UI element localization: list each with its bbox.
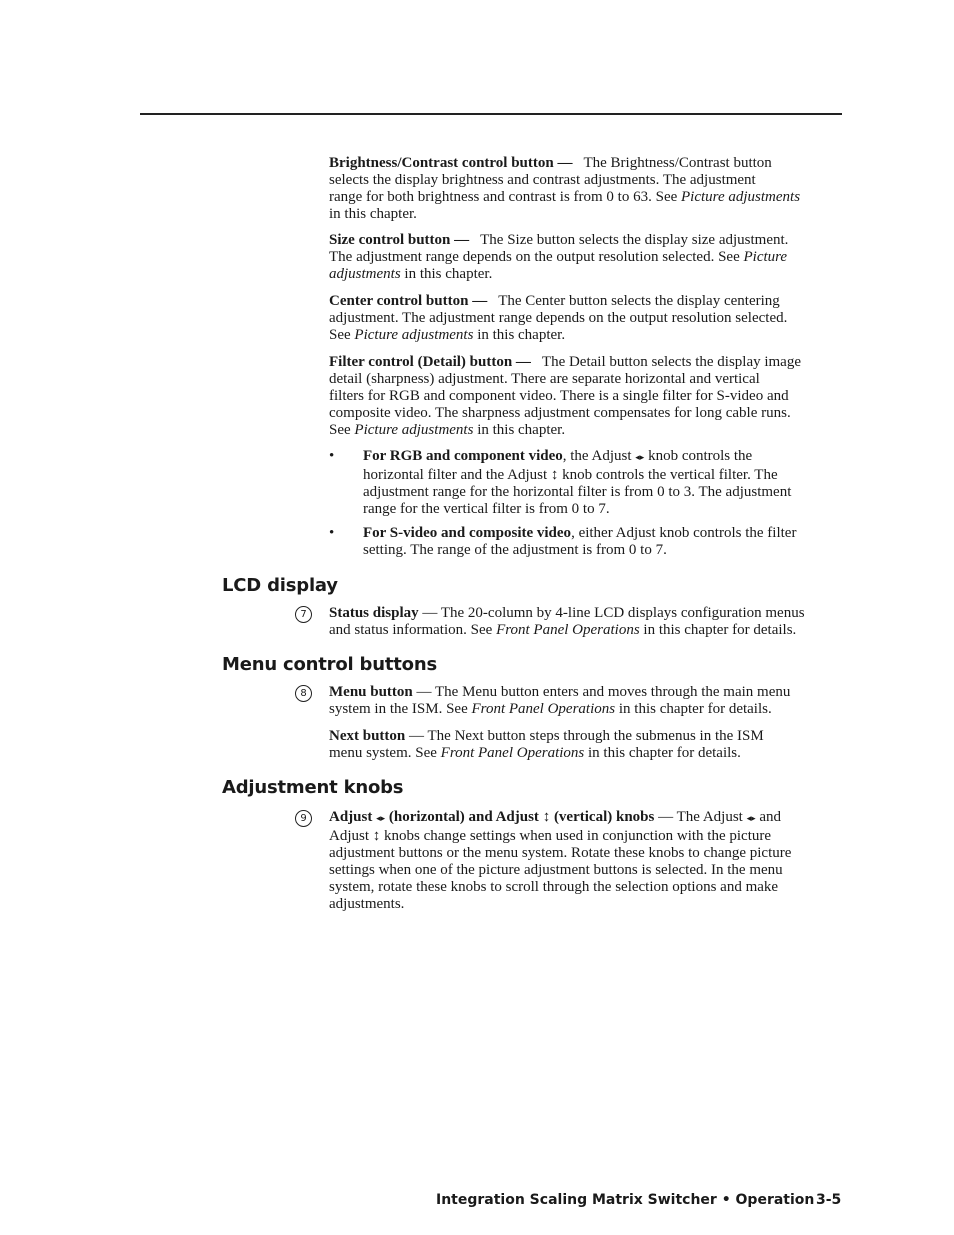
callout-7: 7 (295, 606, 312, 623)
filter-title: Filter control (Detail) button — (329, 354, 531, 370)
vertical-arrow-icon: ↕ (550, 467, 559, 483)
section-heading-lcd: LCD display (222, 575, 338, 596)
callout-8: 8 (295, 685, 312, 702)
vertical-arrow-icon: ↕ (372, 828, 381, 844)
horizontal-arrow-icon: ◂▸ (635, 453, 645, 463)
header-rule (140, 113, 842, 115)
bullet-symbol: • (329, 525, 335, 541)
horizontal-arrow-icon: ◂▸ (376, 814, 386, 824)
footer-title: Integration Scaling Matrix Switcher • Operation (436, 1192, 815, 1208)
brightness-ref: Picture adjustments (681, 189, 801, 205)
brightness-title: Brightness/Contrast control button — (329, 155, 573, 171)
section-heading-knobs: Adjustment knobs (222, 777, 404, 798)
center-title: Center control button — (329, 293, 488, 309)
bullet-symbol: • (329, 448, 335, 464)
horizontal-arrow-icon: ◂▸ (746, 814, 756, 824)
section-heading-menu: Menu control buttons (222, 654, 437, 675)
next-button-paragraph: Next button — The Next button steps through the submenus in the ISM menu system. See Front Panel Operations in this chapter for details. (329, 728, 764, 761)
knobs-paragraph: Adjust ◂▸ (horizontal) and Adjust ↕ (vertical) knobs — The Adjust ◂▸ and Adjust ↕ knobs change settings when used in conjunction with the picture adjustment buttons or the menu system. Rotate these knobs to change picture settings when one of the picture adjustment buttons is selected. In the menu system, rotate these knobs to scroll through the selection options and make adjustments. (329, 809, 792, 912)
brightness-paragraph: Brightness/Contrast control button — The Brightness/Contrast button selects the display brightness and contrast adjustments. The adjustment range for both brightness and contrast is from 0 to 63. See Picture adjustments in this chapter. (329, 155, 801, 222)
filter-paragraph: Filter control (Detail) button — The Detail button selects the display image detail (sharpness) adjustment. There are separate horizontal and vertical filters for RGB and component video. There is a single filter for S-video and composite video. The sharpness adjustment compensates for long cable runs. See Picture adjustments in this chapter. (329, 354, 802, 438)
size-title: Size control button — (329, 232, 470, 248)
menu-button-paragraph: Menu button — The Menu button enters and moves through the main menu system in the ISM. See Front Panel Operations in this chapter for details. (329, 684, 791, 717)
status-display-paragraph: Status display — The 20-column by 4-line LCD displays configuration menus and status information. See Front Panel Operations in this chapter for details. (329, 605, 805, 638)
page-number: 3-5 (816, 1192, 842, 1208)
callout-9: 9 (295, 810, 312, 827)
size-paragraph: Size control button — The Size button selects the display size adjustment. The adjustment range depends on the output resolution selected. See Picture adjustments in this chapter. (329, 232, 789, 282)
center-paragraph: Center control button — The Center button selects the display centering adjustment. The adjustment range depends on the output resolution selected. See Picture adjustments in this chapter. (329, 293, 788, 343)
vertical-arrow-icon: ↕ (542, 809, 551, 825)
